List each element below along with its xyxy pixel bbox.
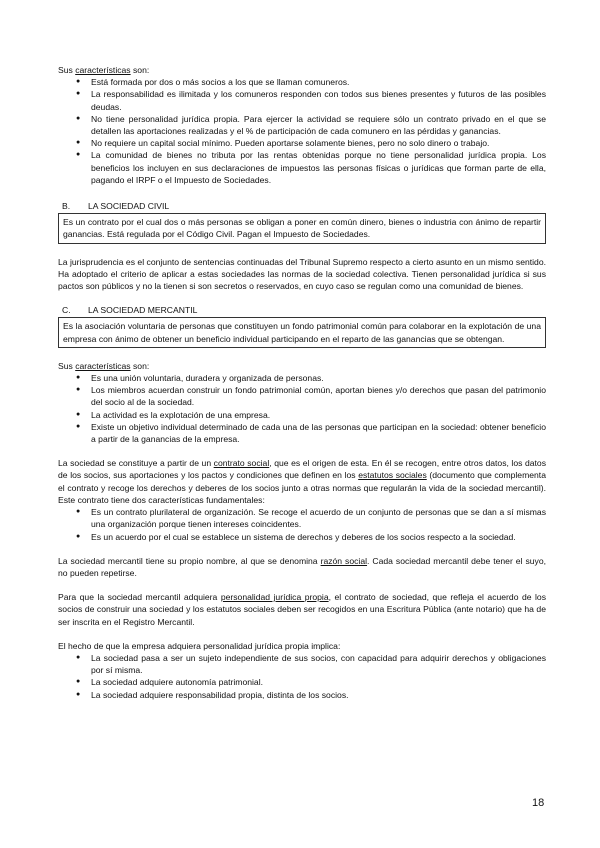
list-item: [58, 149, 546, 186]
contrato-social-paragraph: [58, 457, 546, 506]
contrato-bullet-list: [58, 506, 546, 543]
text-run: La sociedad mercantil tiene su propio nombre, al que se denomina: [58, 555, 321, 566]
section-title: LA SOCIEDAD MERCANTIL: [88, 305, 198, 316]
list-item-text: Es una unión voluntaria, duradera y organizada de personas.: [91, 373, 324, 384]
list-item: [58, 531, 546, 543]
list-item: [58, 409, 546, 421]
intro-underlined: características: [75, 65, 131, 75]
page-content: [58, 64, 546, 701]
list-item: [58, 676, 546, 688]
list-item-text: La sociedad pasa a ser un sujeto independiente de sus socios, con capacidad para adquirir derechos y obligaciones por sí misma.: [91, 652, 546, 676]
intro-underlined: características: [75, 360, 131, 371]
list-item: [58, 384, 546, 408]
list-item-text: No requiere un capital social mínimo. Pueden aportarse solamente bienes, pero no solo dinero o trabajo.: [91, 138, 490, 149]
list-item: [58, 113, 546, 137]
section-title: LA SOCIEDAD CIVIL: [88, 201, 170, 212]
list-item-text: No tiene personalidad jurídica propia. Para ejercer la actividad se requiere sólo un contrato privado en el que se detallen las aportaciones realizadas y el % de participación de cada comunero en las pérdidas y ganancias.: [91, 113, 546, 137]
sec1-bullet-list: [58, 76, 546, 186]
implica-bullet-list: [58, 652, 546, 701]
term-contrato-social: contrato social: [213, 458, 270, 469]
list-item: [58, 88, 546, 112]
list-item: [58, 506, 546, 530]
bullet-icon: ●: [76, 508, 81, 516]
bullet-icon: ●: [76, 422, 81, 430]
sec1-intro: [58, 64, 546, 76]
list-item-text: La actividad es la explotación de una empresa.: [91, 409, 271, 420]
list-item: [58, 76, 546, 88]
bullet-icon: ●: [76, 78, 81, 86]
term-estatutos-sociales: estatutos sociales: [358, 470, 427, 481]
intro-prefix: Sus: [58, 65, 76, 75]
text-run: La sociedad se constituye a partir de un: [58, 458, 214, 469]
bullet-icon: ●: [76, 690, 81, 698]
bullet-icon: ●: [76, 151, 81, 159]
list-item-text: Existe un objetivo individual determinado de cada una de las personas que participan en la sociedad: obtener beneficio a partir de la ganancias de la empresa.: [91, 421, 546, 445]
list-item: [58, 652, 546, 676]
section-number: B.: [62, 201, 71, 212]
personalidad-paragraph: [58, 591, 546, 628]
bullet-icon: ●: [76, 374, 81, 382]
list-item-text: Es un contrato plurilateral de organización. Se recoge el acuerdo de un conjunto de personas que se dan a sí mismas una organización porque tienen intereses coincidentes.: [91, 507, 546, 530]
section-number: C.: [62, 305, 71, 316]
list-item-text: La responsabilidad es ilimitada y los comuneros responden con todos sus bienes presentes y futuros de las posibles deudas.: [91, 89, 546, 112]
text-run: , el contrato de sociedad, que refleja el acuerdo de los socios de construir una sociedad y los estatutos sociales deben ser recogidos en una Escritura Pública (ante notario) que ha de ser inscrita en el Registro Mercantil.: [58, 592, 546, 627]
intro-prefix: Sus: [58, 360, 76, 371]
list-item-text: Es un acuerdo por el cual se establece un sistema de derechos y deberes de los socios respecto a la sociedad.: [91, 531, 516, 542]
section-heading-b: [58, 200, 546, 212]
bullet-icon: ●: [76, 532, 81, 540]
jurisprudencia-paragraph: La jurisprudencia es el conjunto de sentencias continuadas del Tribunal Supremo respecto a cierto asunto en un mismo sentido. Ha adoptado el criterio de aplicar a estas sociedades las normas de la sociedad colectiva. Tienen personalidad jurídica si sus pactos son públicos y no la tienen si son secretos o reservados, en cuyo caso se regulan como una comunidad de bienes.: [58, 256, 546, 292]
secc-intro: [58, 360, 546, 372]
text-run: (documento que complementa el contrato y recoge los derechos y deberes de los socios junto a otras normas que regularán la vida de la sociedad mercantil). Este contrato tiene dos características fundamentales:: [58, 470, 546, 505]
bullet-icon: ●: [76, 90, 81, 98]
text-run: , que es el origen de esta. En él se recogen, entre otros datos, los datos de los socios, sus aportaciones y los pactos y condiciones que definen en los: [58, 458, 546, 481]
bullet-icon: ●: [76, 678, 81, 686]
intro-suffix: son:: [130, 65, 150, 75]
definition-box-b: Es un contrato por el cual dos o más personas se obligan a poner en común dinero, bienes o industria con ánimo de repartir ganancias. Está regulada por el Código Civil. Pagan el Impuesto de Sociedades.: [58, 213, 546, 243]
page-number: 18: [532, 797, 545, 809]
bullet-icon: ●: [76, 386, 81, 394]
intro-suffix: son:: [130, 360, 150, 371]
implica-paragraph: El hecho de que la empresa adquiera personalidad jurídica propia implica:: [58, 640, 341, 651]
list-item-text: La sociedad adquiere responsabilidad propia, distinta de los socios.: [91, 689, 349, 700]
list-item: [58, 372, 546, 384]
list-item-text: La sociedad adquiere autonomía patrimonial.: [91, 677, 263, 688]
secc-bullet-list: [58, 372, 546, 445]
list-item: [58, 137, 546, 149]
definition-box-c: Es la asociación voluntaria de personas que constituyen un fondo patrimonial común para colaborar en la explotación de una empresa con ánimo de obtener un beneficio individual participando en el reparto de las ganancias que se obtengan.: [58, 317, 546, 347]
bullet-icon: ●: [76, 114, 81, 122]
razon-social-paragraph: [58, 555, 546, 579]
text-run: . Cada sociedad mercantil debe tener el suyo, no pueden repetirse.: [58, 555, 547, 578]
list-item: [58, 421, 546, 445]
list-item-text: Los miembros acuerdan construir un fondo patrimonial común, aportan bienes y/o derechos que pasan del patrimonio del socio al de la sociedad.: [91, 385, 546, 408]
bullet-icon: ●: [76, 139, 81, 147]
text-run: Para que la sociedad mercantil adquiera: [58, 592, 221, 603]
term-razon-social: razón social: [320, 555, 368, 566]
list-item-text: Está formada por dos o más socios a los que se llaman comuneros.: [91, 77, 350, 88]
bullet-icon: ●: [76, 410, 81, 418]
section-heading-c: [58, 304, 546, 316]
term-personalidad-juridica: personalidad jurídica propia: [220, 592, 329, 603]
list-item-text: La comunidad de bienes no tributa por las rentas obtenidas porque no tiene personalidad jurídica propia. Los beneficios los incluyen en sus declaraciones de impuestos las personas físicas o jurídicas que forman parte de ella, pagando el IRPF o el Impuesto de Sociedades.: [91, 150, 546, 185]
list-item: [58, 689, 546, 701]
bullet-icon: ●: [76, 653, 81, 661]
